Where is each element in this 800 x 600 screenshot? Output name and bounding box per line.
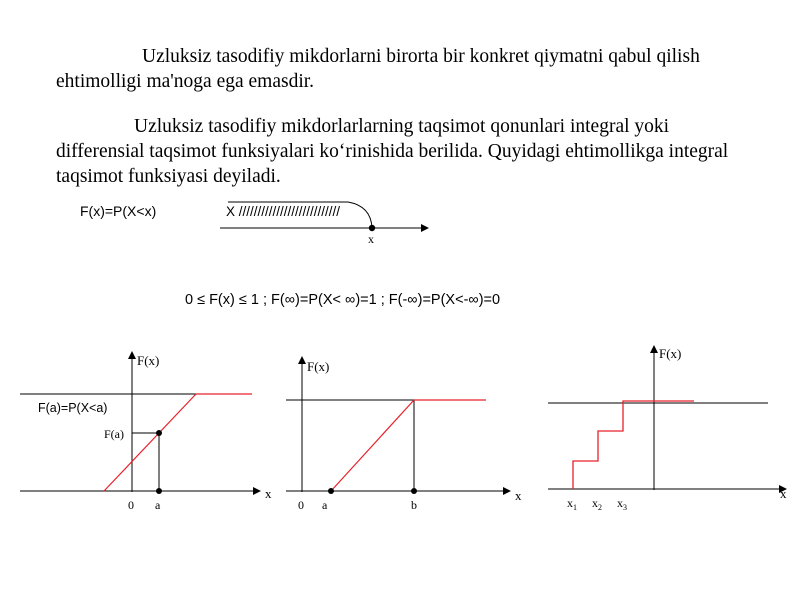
graph-continuous-cdf (20, 352, 272, 512)
graph1-fa-point (156, 430, 162, 436)
graph2-a-point (328, 488, 334, 494)
properties-formula: 0 ≤ F(x) ≤ 1 ; F(∞)=P(X< ∞)=1 ; F(-∞)=P(X<-∞)=0 (185, 292, 501, 308)
graph-discrete-cdf (548, 346, 787, 512)
graph-uniform-cdf (286, 357, 522, 512)
definition-hatch-label: X /////////////////////////// (226, 204, 341, 219)
graph2-cdf-ramp (331, 400, 414, 491)
definition-point-label: x (368, 232, 374, 246)
definition-sketch (220, 202, 428, 246)
graph3-step-function (573, 401, 694, 489)
graph2-b-label: b (411, 498, 417, 512)
graph1-x-label: x (265, 486, 272, 501)
graph3-x2-label: $x_2$ (592, 496, 602, 512)
graph2-x-label: x (515, 488, 522, 503)
graph3-x3-label: $x_3$ (617, 496, 627, 512)
graph1-a-label: a (155, 498, 161, 512)
graph2-b-point (411, 488, 417, 494)
graph2-a-label: a (322, 498, 328, 512)
graph1-zero-label: 0 (128, 498, 134, 512)
graph1-cdf-ramp (104, 394, 196, 491)
graph2-y-label: F(x) (307, 359, 330, 374)
graph2-zero-label: 0 (298, 498, 304, 512)
graph1-y-label: F(x) (137, 353, 160, 368)
graph3-y-label: F(x) (659, 346, 682, 361)
definition-formula: F(x)=P(X<x) (80, 203, 157, 219)
graph3-x-label: x (780, 486, 787, 501)
graph1-annotation: F(a)=P(X<a) (38, 401, 108, 415)
paragraph-distribution-function: Uzluksiz tasodifiy mikdorlarlarning taqsimot qonunlari integral yoki differensial taqsimot funksiyalari ko‘rinishida berilida. Quyidagi ehtimollikga integral taqsimot funksiyasi deyiladi. (56, 116, 729, 187)
graph1-a-point (156, 488, 162, 494)
paragraph-continuous-probability: Uzluksiz tasodifiy mikdorlarni birorta bir konkret qiymatni qabul qilish ehtimolligi ma'noga ega emasdir. (56, 46, 700, 92)
graph3-x1-label: $x_1$ (567, 496, 577, 512)
definition-point-marker (369, 225, 375, 231)
graph1-fa-label: F(a) (104, 427, 124, 441)
